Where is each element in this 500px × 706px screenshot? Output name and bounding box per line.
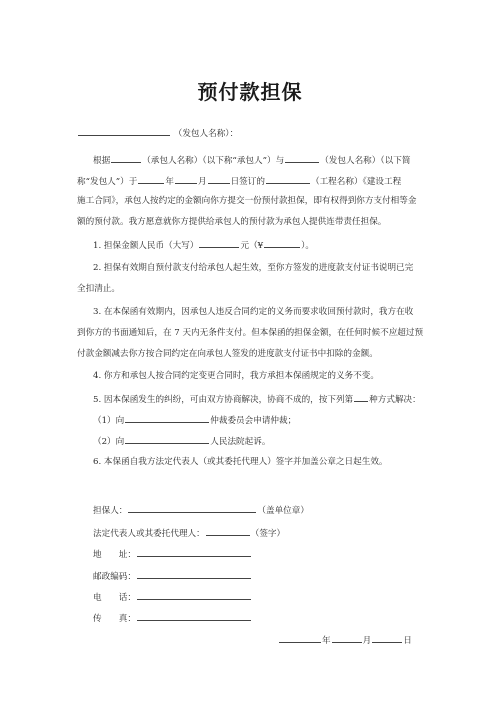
- option1-text-b: 仲裁委员会申请仲裁；: [210, 416, 297, 426]
- phone-line: [93, 590, 428, 604]
- item4-line: 4. 你方和承包人按合同约定变更合同时，我方承担本保函规定的义务不变。: [93, 371, 379, 381]
- recipient-line: [77, 126, 428, 140]
- recipient-blank[interactable]: [78, 126, 170, 136]
- item3-line2: 到你方的书面通知后，在 7 天内无条件支付。但本保函的担保金额，在任何时候不应超过预: [77, 328, 424, 338]
- item2-line1: 2. 担保有效期自预付款支付给承包人起生效，至你方签发的进度款支付证书说明已完: [93, 263, 414, 273]
- guarantor-blank[interactable]: [128, 503, 256, 513]
- p1-text-g: 日签订的: [230, 177, 265, 187]
- rep-line: [93, 526, 428, 540]
- item5-text-b: 种方式解决：: [369, 395, 421, 405]
- item1-line: [93, 238, 428, 252]
- p1-text-a: 根据: [93, 156, 111, 166]
- item3-line1: 3. 在本保函有效期内，因承包人违反合同约定的义务而要求收回预付款时，我方在收: [93, 307, 414, 317]
- postcode-blank[interactable]: [137, 569, 251, 579]
- address-blank[interactable]: [137, 547, 251, 557]
- rep-suffix: （签字）: [250, 529, 286, 539]
- rep-label: 法定代表人或其委托代理人：: [93, 529, 205, 539]
- employer-blank[interactable]: [285, 153, 319, 163]
- contractor-blank[interactable]: [111, 153, 141, 163]
- postcode-line: [93, 569, 428, 583]
- p1-text-h: （工程名称）《建设工程: [310, 177, 402, 187]
- recipient-label: （发包人名称）：: [173, 129, 239, 139]
- item1-text-b: 元（¥: [240, 241, 264, 251]
- guarantor-label: 担保人：: [93, 506, 128, 516]
- sign-day-blank[interactable]: [372, 633, 402, 643]
- item5-text-a: 5. 因本保函发生的纠纷，可由双方协商解决，协商不成的，按下列第: [93, 395, 354, 405]
- guarantor-line: [93, 503, 428, 517]
- option2-line: [93, 434, 428, 448]
- phone-blank[interactable]: [137, 590, 251, 600]
- guarantor-suffix: （盖单位章）: [257, 506, 309, 516]
- rep-blank[interactable]: [206, 526, 250, 536]
- item5-line: [93, 392, 428, 406]
- option1-line: [93, 413, 428, 427]
- date-line: [278, 633, 428, 646]
- option1-text-a: （1）向: [93, 416, 125, 426]
- amount-number-blank[interactable]: [264, 238, 300, 248]
- date-year-label: 年: [322, 636, 331, 646]
- fax-label: 传 真：: [93, 614, 136, 624]
- p1-text-b: （承包人名称）（以下称“承包人”）与: [142, 156, 285, 166]
- p1-text-f: 月: [197, 177, 207, 187]
- arbitration-blank[interactable]: [125, 413, 209, 423]
- item1-text-a: 1. 担保金额人民币（大写）: [93, 241, 199, 251]
- year-blank[interactable]: [138, 174, 164, 184]
- date-day-label: 日: [403, 636, 412, 646]
- phone-label: 电 话：: [93, 593, 136, 603]
- document-title: 预付款担保: [197, 80, 303, 104]
- p1-line1: [93, 153, 428, 167]
- option2-text-b: 人民法院起诉。: [210, 437, 271, 447]
- p1-text-c: （发包人名称）（以下简: [320, 156, 411, 166]
- method-number-blank[interactable]: [354, 392, 368, 402]
- p1-line4: 额的预付款。我方愿意就你方提供给承包人的预付款为承包人提供连带责任担保。: [77, 217, 387, 227]
- sign-year-blank[interactable]: [279, 633, 321, 643]
- address-line: [93, 547, 428, 561]
- p1-text-e: 年: [165, 177, 174, 187]
- item6-line: 6. 本保函自我方法定代表人（或其委托代理人）签字并加盖公章之日起生效。: [93, 457, 388, 467]
- fax-blank[interactable]: [137, 611, 251, 621]
- fax-line: [93, 611, 428, 625]
- item3-line3: 付款金额减去你方按合同约定在向承包人签发的进度款支付证书中扣除的金额。: [77, 349, 378, 359]
- option2-text-a: （2）向: [93, 437, 125, 447]
- day-blank[interactable]: [208, 174, 230, 184]
- project-blank[interactable]: [266, 174, 310, 184]
- p1-line2: [77, 174, 428, 188]
- item2-line2: 全扣清止。: [77, 284, 120, 294]
- court-blank[interactable]: [125, 434, 209, 444]
- date-month-label: 月: [362, 636, 372, 646]
- p1-text-d: 称“发包人”）于: [77, 177, 138, 187]
- address-label: 地 址：: [93, 550, 136, 560]
- item1-text-c: ）。: [301, 241, 315, 251]
- p1-line3: 施工合同》，承包人按约定的金额向你方提交一份预付款担保，即有权得到你方支付相等金: [77, 196, 417, 206]
- sign-month-blank[interactable]: [332, 633, 362, 643]
- postcode-label: 邮政编码：: [93, 572, 136, 582]
- month-blank[interactable]: [175, 174, 197, 184]
- amount-words-blank[interactable]: [199, 238, 239, 248]
